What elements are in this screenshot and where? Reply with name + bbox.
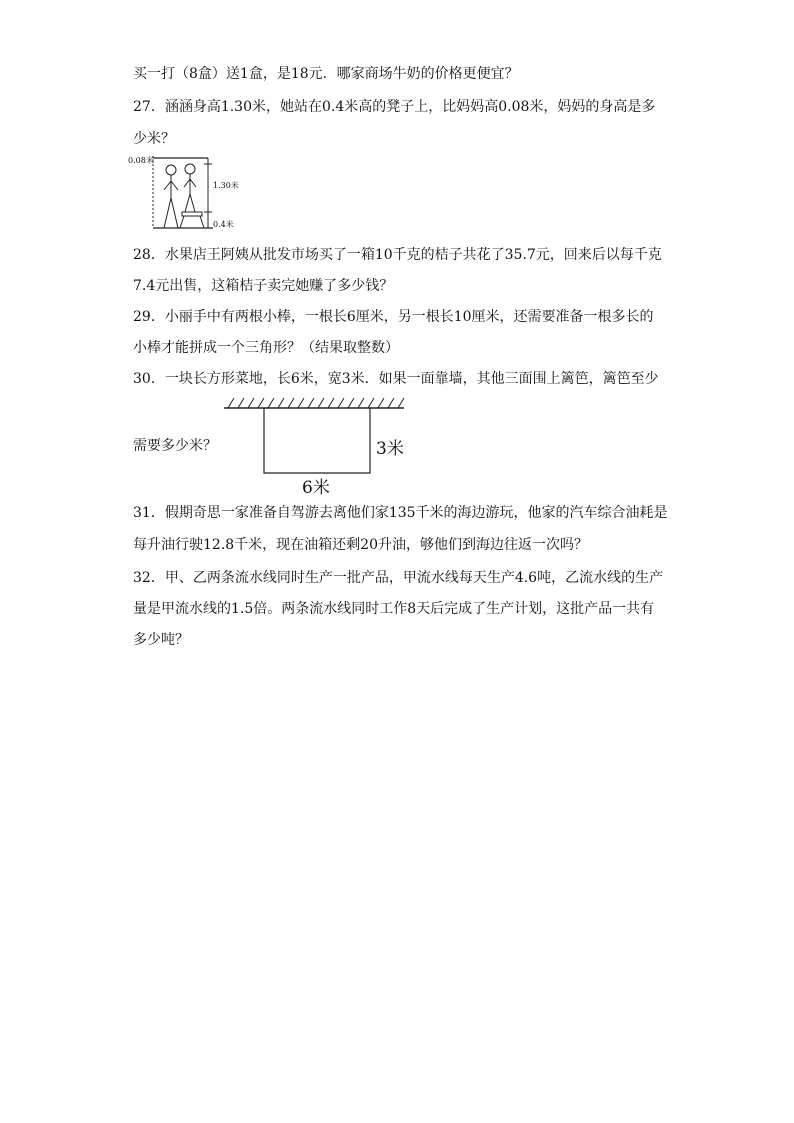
figure-27-height-diagram: [128, 152, 248, 234]
question-29-line-2: 小棒才能拼成一个三角形？（结果取整数）: [133, 340, 399, 356]
question-30-line-1: 30．一块长方形菜地，长6米，宽3米．如果一面靠墙，其他三面围上篱笆，篱笆至少: [133, 371, 659, 387]
question-32-line-2: 量是甲流水线的1.5倍。两条流水线同时工作8天后完成了生产计划，这批产品一共有: [133, 601, 655, 617]
figure-30-garden-diagram: [218, 392, 418, 502]
label-6m: 6米: [302, 478, 330, 498]
question-27-line-1: 27．涵涵身高1.30米，她站在0.4米高的凳子上，比妈妈高0.08米，妈妈的身高是多: [133, 99, 656, 115]
question-28-line-1: 28．水果店王阿姨从批发市场买了一箱10千克的桔子共花了35.7元，回来后以每千克: [133, 247, 662, 263]
line-intro: 买一打（8盒）送1盒，是18元．哪家商场牛奶的价格更便宜？: [133, 66, 519, 82]
question-27-line-2: 少米？: [133, 131, 175, 147]
question-32-line-3: 多少吨？: [133, 632, 189, 648]
question-30-line-2: 需要多少米？: [133, 438, 217, 454]
label-0-4m: 0.4米: [213, 220, 234, 229]
question-31-line-2: 每升油行驶12.8千米，现在油箱还剩20升油，够他们到海边往返一次吗？: [133, 537, 588, 553]
label-1-30m: 1.30米: [213, 181, 239, 190]
label-3m: 3米: [376, 439, 404, 459]
question-31-line-1: 31．假期奇思一家准备自驾游去离他们家135千米的海边游玩，他家的汽车综合油耗是: [133, 505, 668, 521]
question-29-line-1: 29．小丽手中有两根小棒，一根长6厘米，另一根长10厘米，还需要准备一根多长的: [133, 309, 654, 325]
question-32-line-1: 32．甲、乙两条流水线同时生产一批产品，甲流水线每天生产4.6吨，乙流水线的生产: [133, 570, 664, 586]
question-28-line-2: 7.4元出售，这箱桔子卖完她赚了多少钱？: [133, 278, 394, 294]
label-0-08m: 0.08米: [128, 156, 154, 165]
